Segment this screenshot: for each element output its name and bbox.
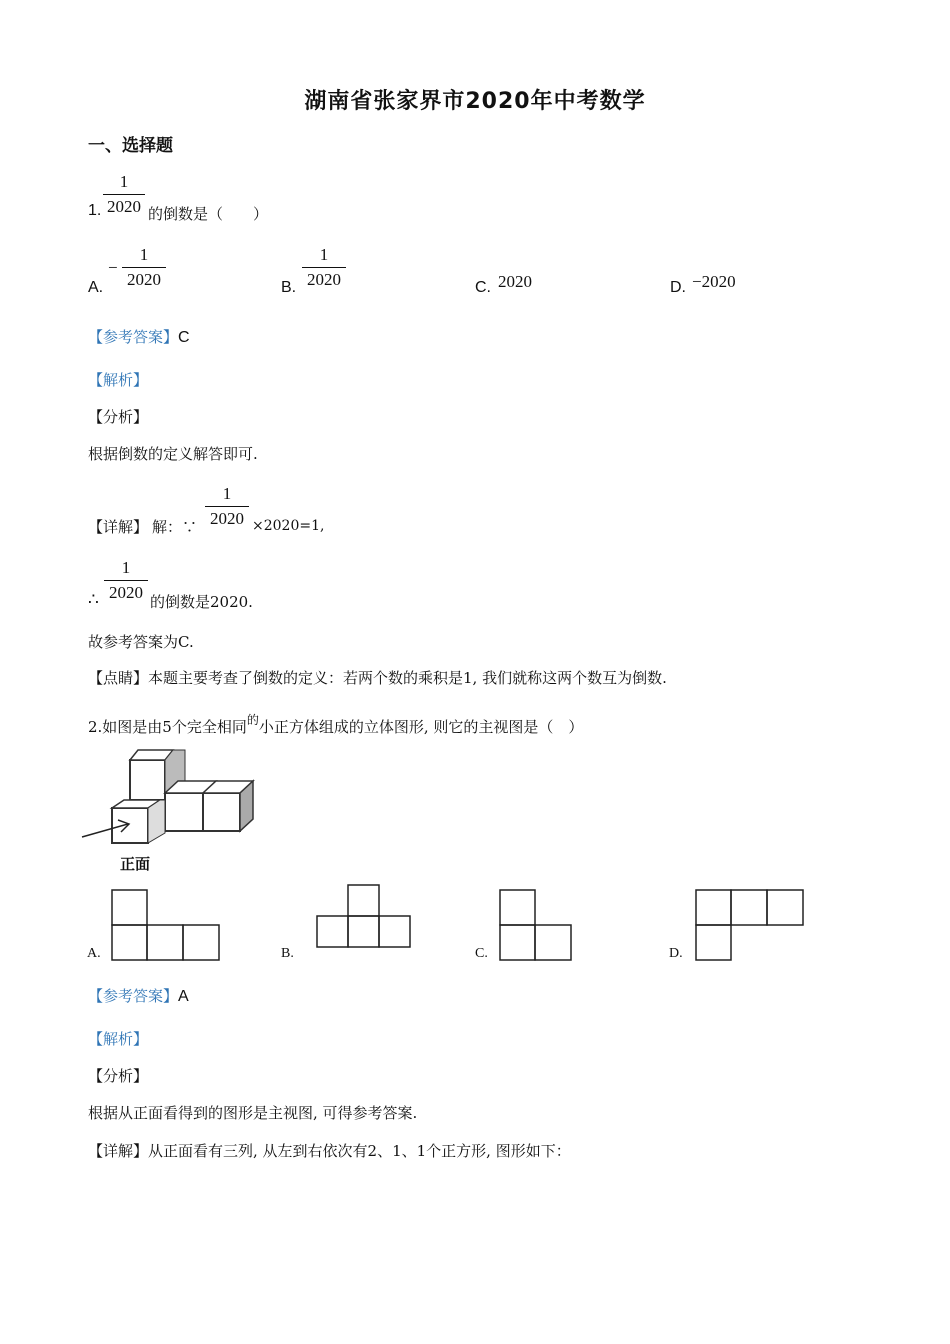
q2-answer-label: 【参考答案】 xyxy=(88,987,179,1005)
q1-therefore-numerator: 1 xyxy=(121,558,131,577)
q1-xiangjie-pre: 解：∵ xyxy=(152,518,198,536)
q2-option-c-diagram xyxy=(499,889,573,961)
q2-xiangjie-label: 【详解】 xyxy=(88,1142,149,1160)
q1-stem-frac-denominator: 2020 xyxy=(107,197,141,216)
q1-fenxi-text: 根据倒数的定义解答即可. xyxy=(88,445,258,463)
q1-xiangjie-tail: ×2020=1, xyxy=(252,518,325,534)
q2-jiexi-label: 【解析】 xyxy=(88,1030,149,1048)
q2-fenxi-label: 【分析】 xyxy=(88,1067,149,1085)
q2-xiangjie xyxy=(88,1140,571,1161)
q2-stem-part-a: 2.如图是由5个完全相同 xyxy=(88,718,247,736)
q1-therefore-tail: 的倒数是2020. xyxy=(150,593,253,611)
q1-option-a-denominator: 2020 xyxy=(127,270,161,289)
q2-answer-line xyxy=(88,985,189,1006)
q1-option-a-fraction xyxy=(122,245,166,290)
q2-front-label: 正面 xyxy=(120,855,151,873)
page-title: 湖南省张家界市2020年中考数学 xyxy=(304,89,646,114)
q1-stem-frac-numerator: 1 xyxy=(119,172,129,191)
q1-option-b-fraction xyxy=(302,245,346,290)
q1-dianjing-label: 【点睛】 xyxy=(88,669,149,687)
q1-fenxi-label: 【分析】 xyxy=(88,408,149,426)
q2-option-c-label: C. xyxy=(475,946,488,961)
q1-stem-text: 的倒数是（ ） xyxy=(148,205,269,223)
q2-stem-de: 的 xyxy=(246,713,259,727)
q1-dianjing-text: 本题主要考查了倒数的定义：若两个数的乘积是1, 我们就称这两个数互为倒数. xyxy=(148,669,667,687)
q1-option-c-label: C. xyxy=(475,279,491,296)
q1-option-b-denominator: 2020 xyxy=(307,270,341,289)
q1-xiangjie-numerator: 1 xyxy=(222,484,232,503)
q1-option-c-value: 2020 xyxy=(498,272,532,291)
q1-option-a-sign: − xyxy=(108,258,118,277)
q1-xiangjie-denominator: 2020 xyxy=(210,509,244,528)
q2-cube-figure xyxy=(80,745,265,850)
q1-dianjing xyxy=(88,667,667,688)
q2-stem xyxy=(88,713,583,737)
q1-xiangjie-label: 【详解】 xyxy=(88,518,149,536)
q1-option-b-numerator: 1 xyxy=(319,245,329,264)
q1-answer-line xyxy=(88,326,190,347)
q1-answer-label: 【参考答案】 xyxy=(88,328,179,346)
section-heading: 一、选择题 xyxy=(88,136,173,156)
q1-option-d-value: −2020 xyxy=(692,272,736,291)
q1-option-a-label: A. xyxy=(88,279,104,296)
q2-stem-part-b: 小正方体组成的立体图形, 则它的主视图是（ ） xyxy=(258,718,584,736)
q1-xiangjie-fraction xyxy=(205,484,249,529)
q1-stem-fraction xyxy=(103,172,145,217)
q2-xiangjie-text: 从正面看有三列, 从左到右依次有2、1、1个正方形, 图形如下： xyxy=(148,1142,571,1160)
q2-option-d-label: D. xyxy=(669,946,683,961)
q1-therefore-fraction xyxy=(104,558,148,603)
q1-number: 1. xyxy=(88,202,102,219)
q1-conclusion: 故参考答案为C. xyxy=(88,633,194,651)
q2-option-a-diagram xyxy=(111,889,221,961)
q1-jiexi-label: 【解析】 xyxy=(88,371,149,389)
q1-therefore-symbol: ∴ xyxy=(88,590,99,610)
q2-option-d-diagram xyxy=(695,889,805,961)
q1-option-b-label: B. xyxy=(281,279,297,296)
q2-option-a-label: A. xyxy=(87,946,101,961)
q1-answer-value: C xyxy=(178,329,190,346)
q1-therefore-denominator: 2020 xyxy=(109,583,143,602)
q2-answer-value: A xyxy=(178,988,189,1005)
q2-option-b-diagram xyxy=(316,884,412,948)
q1-option-d-label: D. xyxy=(670,279,686,296)
q2-fenxi-text: 根据从正面看得到的图形是主视图, 可得参考答案. xyxy=(88,1104,418,1122)
q1-option-a-numerator: 1 xyxy=(139,245,149,264)
q2-option-b-label: B. xyxy=(281,946,294,961)
